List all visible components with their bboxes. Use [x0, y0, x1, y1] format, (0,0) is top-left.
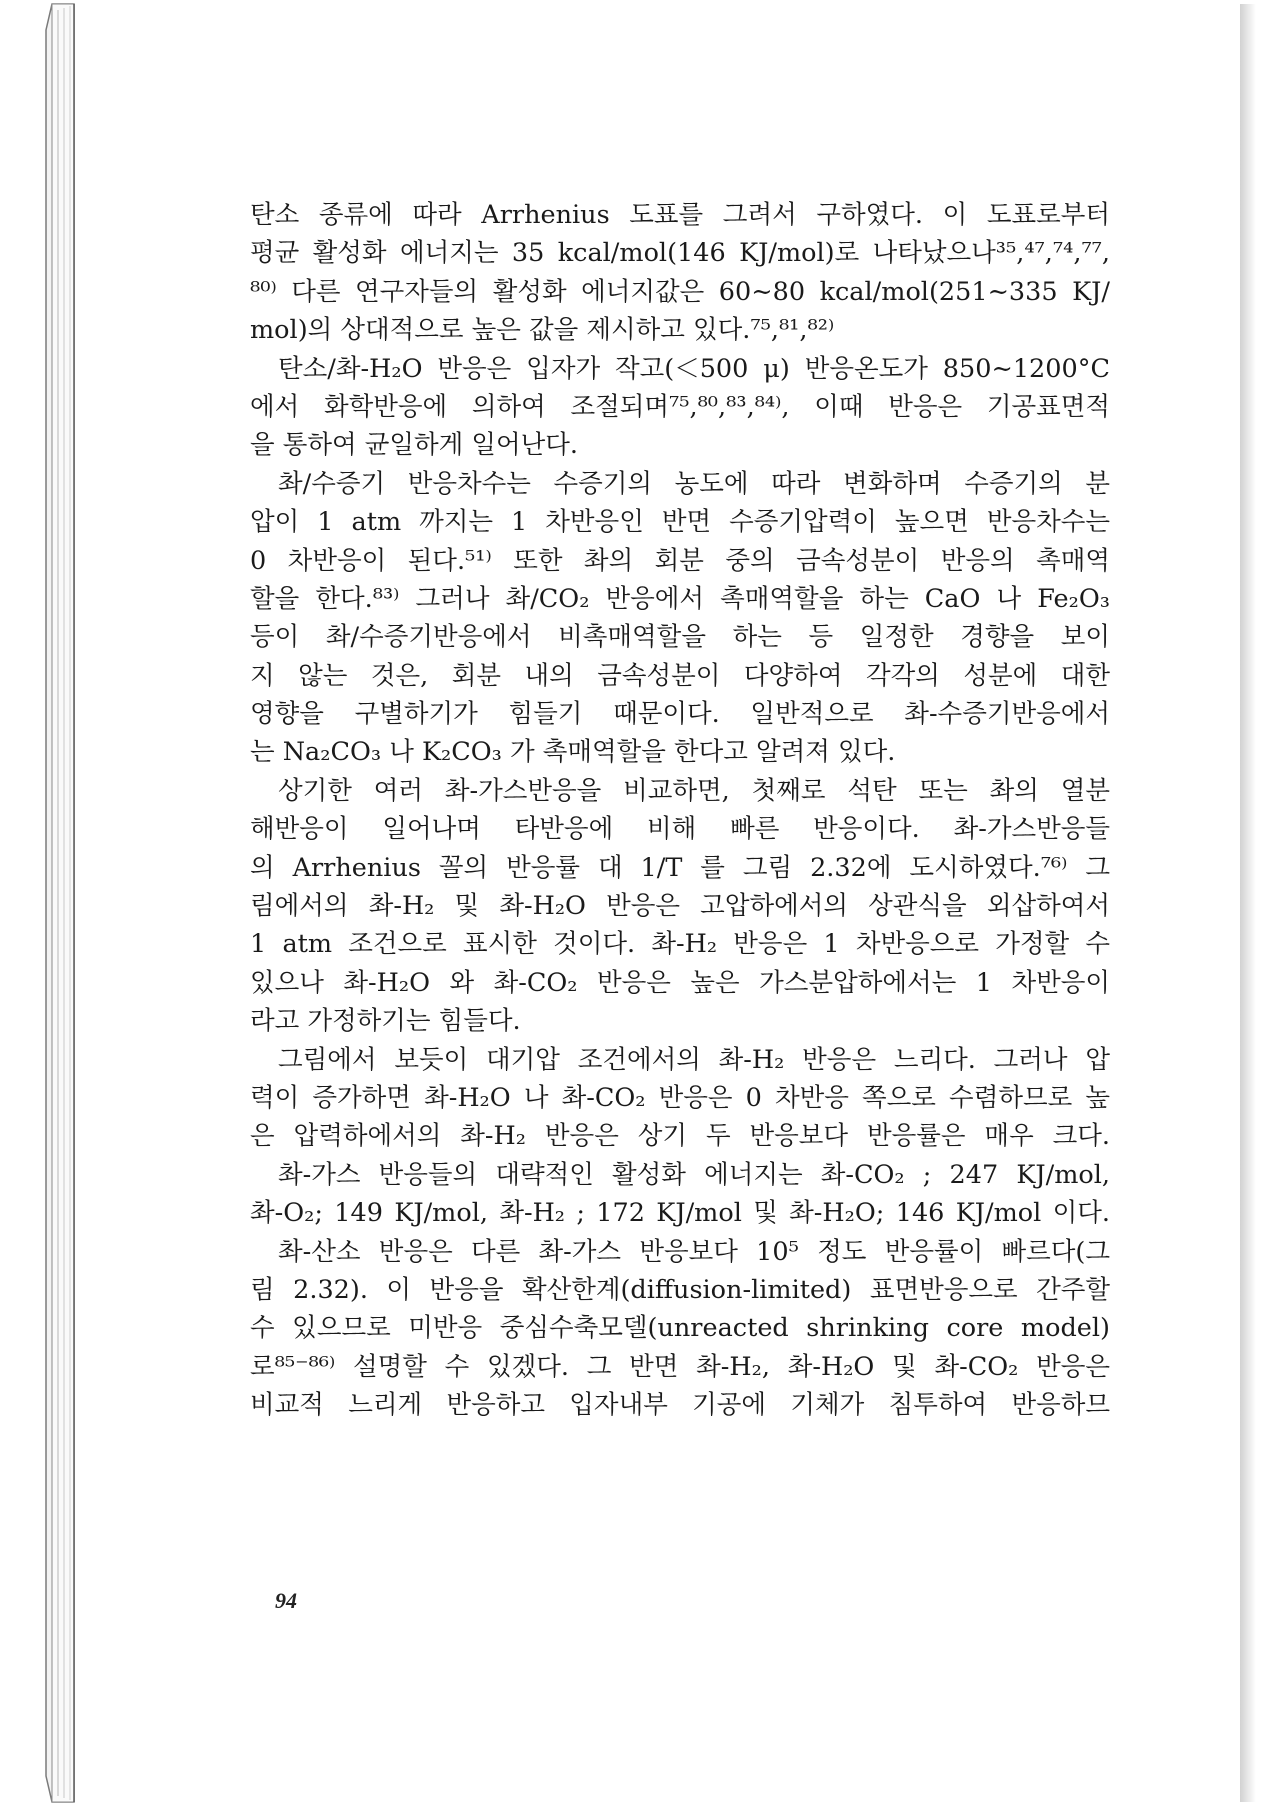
text-line: 탄소 종류에 따라 Arrhenius 도표를 그려서 구하였다. 이 도표로부터	[250, 200, 1110, 230]
text-line: 해반응이 일어나며 타반응에 비해 빠른 반응이다. 촤-가스반응들	[250, 814, 1110, 845]
body-text	[250, 196, 1110, 1425]
text-line: 라고 가정하기는 힘들다.	[250, 1006, 521, 1037]
text-line: 에서 화학반응에 의하여 조절되며⁷⁵,⁸⁰,⁸³,⁸⁴⁾, 이때 반응은 기공표면적	[250, 391, 1110, 422]
text-line: 수 있으므로 미반응 중심수축모델(unreacted shrinking core model)	[250, 1313, 1110, 1344]
text-line: 0 차반응이 된다.⁵¹⁾ 또한 촤의 회분 중의 금속성분이 반응의 촉매역	[250, 545, 1110, 576]
book-spine-edge	[0, 0, 80, 1806]
text-line: 을 통하여 균일하게 일어난다.	[250, 430, 579, 461]
text-line: 촤/수증기 반응차수는 수증기의 농도에 따라 변화하며 수증기의 분	[278, 468, 1110, 499]
text-line: 등이 촤/수증기반응에서 비촉매역할을 하는 등 일정한 경향을 보이	[250, 622, 1110, 653]
text-line: 영향을 구별하기가 힘들기 때문이다. 일반적으로 촤-수증기반응에서	[250, 699, 1110, 730]
text-line: 상기한 여러 촤-가스반응을 비교하면, 첫째로 석탄 또는 촤의 열분	[278, 775, 1110, 806]
text-line: 탄소/촤-H₂O 반응은 입자가 작고(＜500 μ) 반응온도가 850∼1200°C	[278, 353, 1110, 384]
page-number: 94	[275, 1588, 297, 1613]
text-line: 있으나 촤-H₂O 와 촤-CO₂ 반응은 높은 가스분압하에서는 1 차반응이	[250, 967, 1110, 998]
text-line: 촤-O₂; 149 KJ/mol, 촤-H₂ ; 172 KJ/mol 및 촤-H₂O; 146 KJ/mol 이다.	[250, 1198, 1110, 1229]
text-line: 평균 활성화 에너지는 35 kcal/mol(146 KJ/mol)로 나타났으나³⁵,⁴⁷,⁷⁴,⁷⁷,	[250, 238, 1110, 269]
text-line: 지 않는 것은, 회분 내의 금속성분이 다양하여 각각의 성분에 대한	[250, 660, 1110, 691]
text-line: ⁸⁰⁾ 다른 연구자들의 활성화 에너지값은 60∼80 kcal/mol(251∼335 KJ/	[250, 276, 1110, 307]
text-line: 1 atm 조건으로 표시한 것이다. 촤-H₂ 반응은 1 차반응으로 가정할 수	[250, 929, 1110, 960]
text-line: 은 압력하에서의 촤-H₂ 반응은 상기 두 반응보다 반응률은 매우 크다.	[250, 1121, 1110, 1152]
text-line: mol)의 상대적으로 높은 값을 제시하고 있다.⁷⁵,⁸¹,⁸²⁾	[250, 315, 835, 346]
text-line: 의 Arrhenius 꼴의 반응률 대 1/T 를 그림 2.32에 도시하였다.⁷⁶⁾ 그	[250, 852, 1110, 883]
text-line: 는 Na₂CO₃ 나 K₂CO₃ 가 촉매역할을 한다고 알려져 있다.	[250, 737, 896, 768]
text-line: 림 2.32). 이 반응을 확산한계(diffusion-limited) 표면반응으로 간주할	[250, 1274, 1110, 1305]
text-line: 할을 한다.⁸³⁾ 그러나 촤/CO₂ 반응에서 촉매역할을 하는 CaO 나 Fe₂O₃	[250, 583, 1110, 614]
text-line: 림에서의 촤-H₂ 및 촤-H₂O 반응은 고압하에서의 상관식을 외삽하여서	[250, 891, 1110, 922]
text-line: 촤-산소 반응은 다른 촤-가스 반응보다 10⁵ 정도 반응률이 빠르다(그	[278, 1236, 1110, 1267]
text-line: 압이 1 atm 까지는 1 차반응인 반면 수증기압력이 높으면 반응차수는	[250, 507, 1110, 538]
page-right-shadow	[1240, 4, 1256, 1802]
text-line: 로⁸⁵⁻⁸⁶⁾ 설명할 수 있겠다. 그 반면 촤-H₂, 촤-H₂O 및 촤-CO₂ 반응은	[250, 1351, 1110, 1382]
text-line: 촤-가스 반응들의 대략적인 활성화 에너지는 촤-CO₂ ; 247 KJ/mol,	[278, 1159, 1110, 1190]
text-line: 비교적 느리게 반응하고 입자내부 기공에 기체가 침투하여 반응하므	[250, 1390, 1110, 1421]
text-line: 그림에서 보듯이 대기압 조건에서의 촤-H₂ 반응은 느리다. 그러나 압	[278, 1044, 1110, 1075]
text-line: 력이 증가하면 촤-H₂O 나 촤-CO₂ 반응은 0 차반응 쪽으로 수렴하므로 높	[250, 1082, 1110, 1113]
